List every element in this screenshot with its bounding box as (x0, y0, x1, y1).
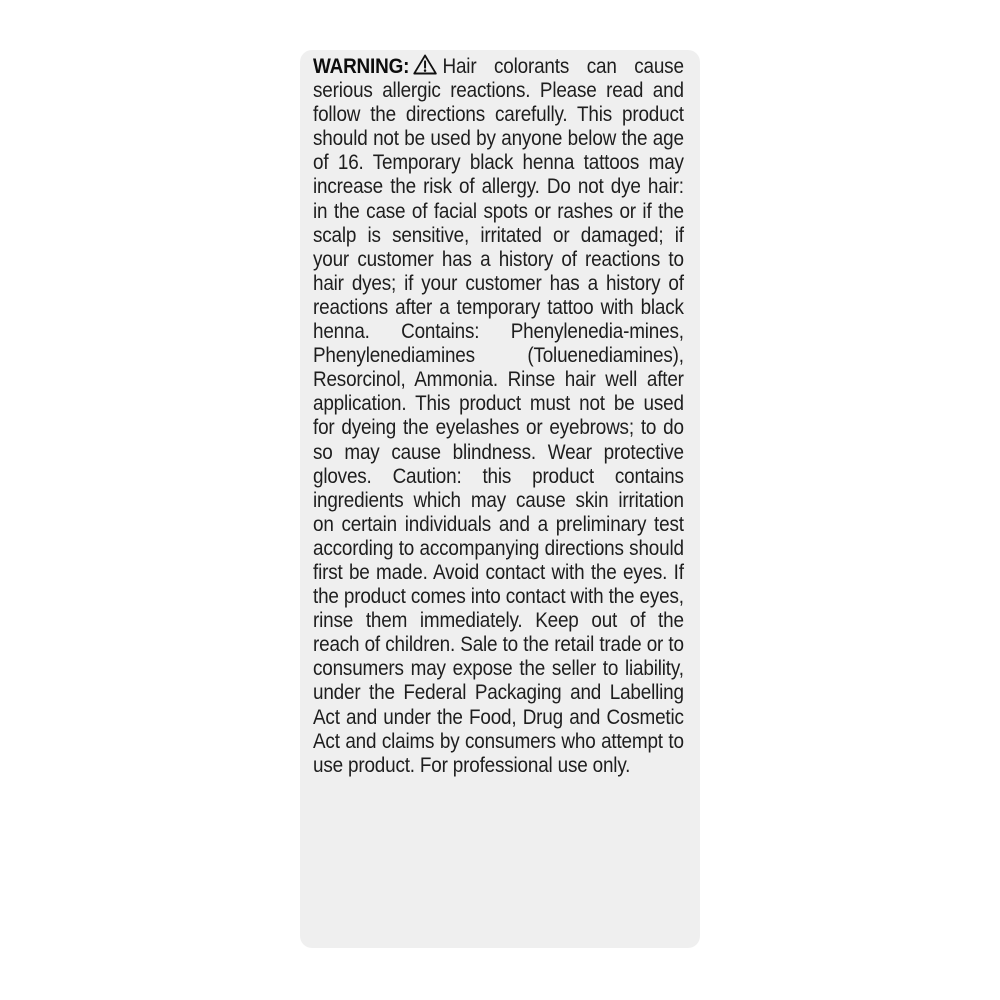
warning-label-panel (300, 50, 700, 948)
warning-text-block (313, 54, 684, 778)
warning-heading: WARNING: (313, 55, 410, 78)
warning-body-text: Hair colorants can cause serious allergic reactions. Please read and follow the directions carefully. This product should not be used by anyone below the age of 16. Temporary black henna tattoos may increase the risk of allergy. Do not dye hair: in the case of facial spots or rashes or if the scalp is sensitive, irritated or damaged; if your customer has a history of reactions to hair dyes; if your customer has a history of reactions after a temporary tattoo with black henna. Contains: Phenylenedia-mines, Phenylenediamines (Toluenediamines), Resorcinol, Ammonia. Rinse hair well after application. This product must not be used for dyeing the eyelashes or eyebrows; to do so may cause blindness. Wear protective gloves. Caution: this product contains ingredients which may cause skin irritation on certain individuals and a preliminary test according to accompanying directions should first be made. Avoid contact with the eyes. If the product comes into contact with the eyes, rinse them immediately. Keep out of the reach of children. Sale to the retail trade or to consumers may expose the seller to liability, under the Federal Packaging and Labelling Act and under the Food, Drug and Cosmetic Act and claims by consumers who attempt to use product. For professional use only. (313, 55, 684, 777)
warning-triangle-icon (413, 54, 437, 75)
